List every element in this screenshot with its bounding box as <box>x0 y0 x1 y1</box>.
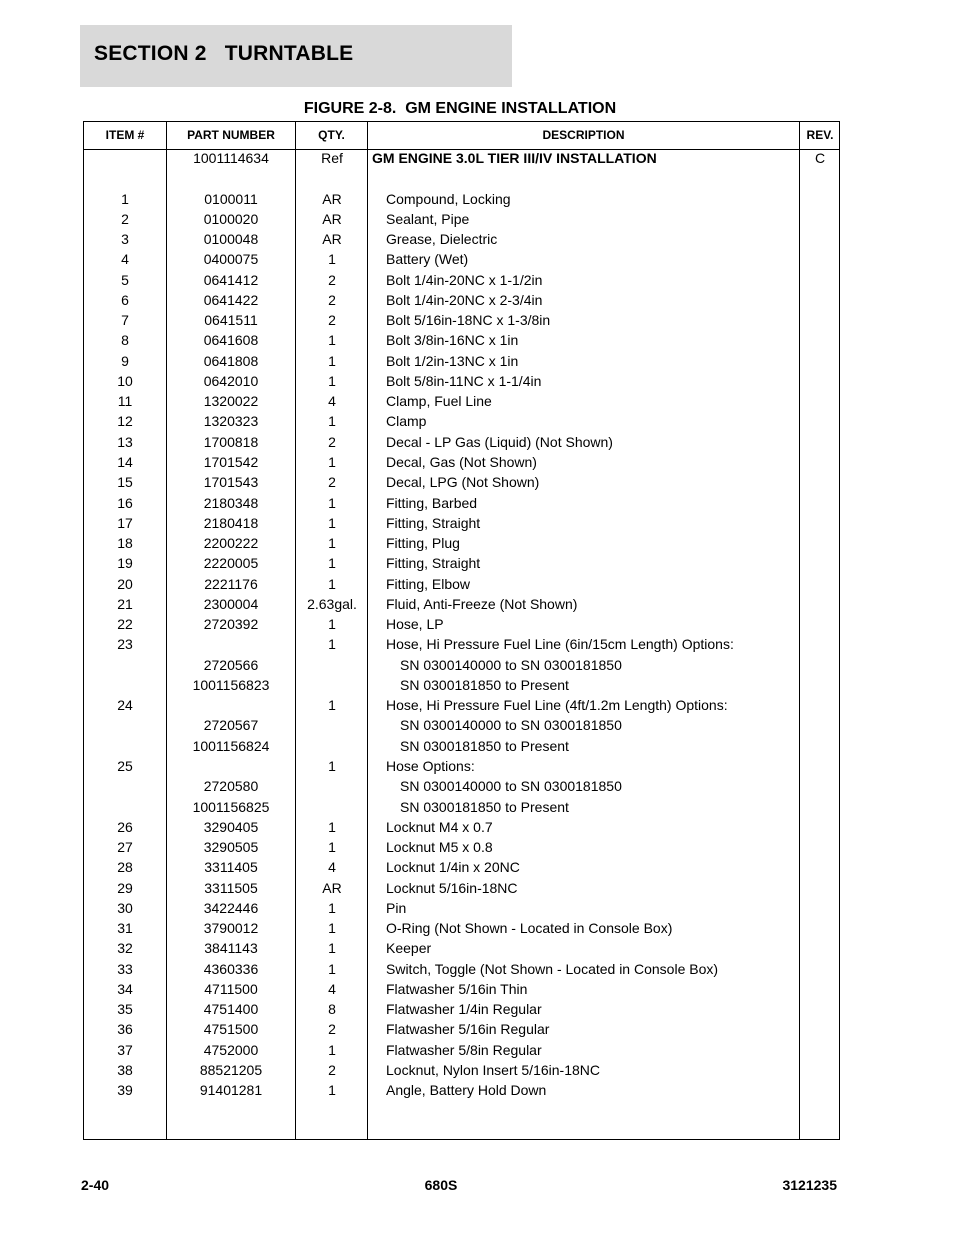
quantity: 2 <box>328 433 336 450</box>
description: SN 0300181850 to Present <box>400 798 569 815</box>
part-number: 0100020 <box>203 210 259 227</box>
part-number: 0100011 <box>204 190 258 207</box>
item-number: 19 <box>117 555 133 572</box>
item-number: 13 <box>117 433 133 450</box>
item-number: 38 <box>117 1061 133 1078</box>
quantity: 1 <box>328 1082 336 1099</box>
table-row <box>84 533 839 553</box>
table-row <box>84 229 839 249</box>
quantity: 1 <box>328 636 336 653</box>
part-number: 2200222 <box>203 535 259 552</box>
description: Fitting, Straight <box>386 514 481 531</box>
part-number: 0641808 <box>203 352 259 369</box>
item-number: 3 <box>121 231 129 248</box>
description: Bolt 1/4in-20NC x 2-3/4in <box>386 291 543 308</box>
part-number: 0100048 <box>203 231 259 248</box>
table-row <box>84 959 839 979</box>
part-number: 3311505 <box>204 879 258 896</box>
description: Clamp <box>386 413 427 430</box>
part-number: 3290405 <box>203 818 259 835</box>
section-title: SECTION 2 TURNTABLE <box>94 42 354 65</box>
table-row <box>84 655 839 675</box>
part-number: 1001156825 <box>192 798 270 815</box>
item-number: 11 <box>117 393 133 410</box>
quantity: 2 <box>328 474 336 491</box>
table-row <box>84 695 839 715</box>
item-number: 12 <box>117 413 133 430</box>
model-name: 680S <box>424 1177 458 1193</box>
quantity: 1 <box>328 757 336 774</box>
quantity: 1 <box>328 514 336 531</box>
part-number: 3290505 <box>203 839 259 856</box>
part-number: 0641412 <box>203 271 259 288</box>
description: SN 0300140000 to SN 0300181850 <box>400 656 622 673</box>
quantity: 1 <box>328 535 336 552</box>
description: Locknut, Nylon Insert 5/16in-18NC <box>386 1061 600 1078</box>
table-row <box>84 513 839 533</box>
quantity: 1 <box>328 697 336 714</box>
description: Flatwasher 1/4in Regular <box>386 1001 542 1018</box>
table-row <box>84 249 839 269</box>
item-number: 21 <box>117 595 133 612</box>
quantity: 1 <box>328 555 336 572</box>
parts-table <box>83 121 840 1140</box>
quantity: AR <box>322 231 342 248</box>
quantity: 2 <box>328 1021 336 1038</box>
description: Hose, Hi Pressure Fuel Line (4ft/1.2m Length) Options: <box>386 697 728 714</box>
description: Sealant, Pipe <box>386 210 470 227</box>
part-number: 4751500 <box>203 1021 259 1038</box>
table-row <box>84 736 839 756</box>
description: O-Ring (Not Shown - Located in Console Box) <box>386 920 673 937</box>
quantity: 1 <box>328 494 336 511</box>
item-number: 36 <box>117 1021 133 1038</box>
quantity: 1 <box>328 616 336 633</box>
header-part-number: PART NUMBER <box>187 128 275 142</box>
table-row <box>84 1060 839 1080</box>
table-row <box>84 918 839 938</box>
description: Hose Options: <box>386 757 475 774</box>
revision: C <box>814 150 826 166</box>
quantity: AR <box>322 210 342 227</box>
item-number: 4 <box>121 251 129 268</box>
description: Bolt 3/8in-16NC x 1in <box>386 332 519 349</box>
header-qty: QTY. <box>318 128 345 142</box>
table-row <box>84 756 839 776</box>
description: Bolt 1/2in-13NC x 1in <box>386 352 519 369</box>
quantity: 1 <box>328 413 336 430</box>
quantity: 1 <box>328 251 336 268</box>
table-row <box>84 391 839 411</box>
quantity: 1 <box>328 352 336 369</box>
header-rev: REV. <box>806 128 834 142</box>
part-number: 2720567 <box>203 717 259 734</box>
doc-number: 3121235 <box>782 1177 837 1193</box>
table-row <box>84 898 839 918</box>
table-row <box>84 1080 839 1100</box>
table-row <box>84 715 839 735</box>
description: Decal, LPG (Not Shown) <box>386 474 540 491</box>
description: Locknut 1/4in x 20NC <box>386 859 520 876</box>
quantity: 1 <box>328 818 336 835</box>
description: Fluid, Anti-Freeze (Not Shown) <box>386 595 578 612</box>
page-number: 2-40 <box>81 1177 110 1193</box>
item-number: 27 <box>117 839 133 856</box>
header-description: DESCRIPTION <box>542 128 625 142</box>
description: Locknut M5 x 0.8 <box>386 839 493 856</box>
part-number: 0641608 <box>203 332 259 349</box>
quantity: 2 <box>328 312 336 329</box>
table-row <box>84 574 839 594</box>
description: Fitting, Plug <box>386 535 460 552</box>
part-number: 1320022 <box>203 393 259 410</box>
table-row <box>84 411 839 431</box>
description: Hose, Hi Pressure Fuel Line (6in/15cm Length) Options: <box>386 636 734 653</box>
item-number: 22 <box>117 616 133 633</box>
item-number: 31 <box>117 920 133 937</box>
table-row <box>84 979 839 999</box>
item-number: 28 <box>117 859 133 876</box>
table-row <box>84 675 839 695</box>
quantity: 1 <box>328 940 336 957</box>
section-banner <box>80 25 512 87</box>
part-number: 88521205 <box>199 1061 263 1078</box>
table-row <box>84 432 839 452</box>
table-row <box>84 270 839 290</box>
description: Switch, Toggle (Not Shown - Located in Console Box) <box>386 960 719 977</box>
description: Pin <box>386 899 407 916</box>
description: Keeper <box>386 940 432 957</box>
quantity: AR <box>322 190 342 207</box>
table-row <box>84 878 839 898</box>
description: Flatwasher 5/16in Regular <box>386 1021 550 1038</box>
table-row <box>84 938 839 958</box>
part-number: 2720580 <box>203 778 259 795</box>
part-number: 2300004 <box>203 595 259 612</box>
quantity: 1 <box>328 575 336 592</box>
table-row <box>84 290 839 310</box>
part-number: 1701543 <box>203 474 259 491</box>
description: Fitting, Barbed <box>386 494 478 511</box>
description: Decal - LP Gas (Liquid) (Not Shown) <box>386 433 613 450</box>
description: Hose, LP <box>386 616 444 633</box>
item-number: 24 <box>117 697 133 714</box>
description: Fitting, Straight <box>386 555 481 572</box>
quantity: 1 <box>328 372 336 389</box>
part-number: 2221176 <box>204 575 258 592</box>
part-number: 2180418 <box>203 514 259 531</box>
table-row <box>84 1019 839 1039</box>
item-number: 2 <box>121 210 129 227</box>
part-number: 2220005 <box>203 555 259 572</box>
table-row <box>84 351 839 371</box>
table-row <box>84 837 839 857</box>
table-row <box>84 472 839 492</box>
item-number: 37 <box>117 1041 133 1058</box>
table-row <box>84 189 839 209</box>
part-number: 3790012 <box>203 920 259 937</box>
quantity: AR <box>322 879 342 896</box>
part-number: 4751400 <box>203 1001 259 1018</box>
description: Locknut 5/16in-18NC <box>386 879 518 896</box>
table-row <box>84 148 839 168</box>
quantity: 1 <box>328 1041 336 1058</box>
table-row <box>84 452 839 472</box>
table-row <box>84 797 839 817</box>
item-number: 14 <box>117 453 133 470</box>
table-row <box>84 999 839 1019</box>
description: Flatwasher 5/8in Regular <box>386 1041 542 1058</box>
item-number: 33 <box>117 960 133 977</box>
table-row <box>84 330 839 350</box>
item-number: 17 <box>117 514 133 531</box>
figure-title: FIGURE 2-8. GM ENGINE INSTALLATION <box>303 100 617 117</box>
item-number: 30 <box>117 899 133 916</box>
quantity: 1 <box>328 839 336 856</box>
description: Fitting, Elbow <box>386 575 471 592</box>
part-number: 1001156823 <box>192 676 270 693</box>
quantity: Ref <box>321 150 343 166</box>
table-row <box>84 371 839 391</box>
description: Locknut M4 x 0.7 <box>386 818 493 835</box>
description: Battery (Wet) <box>386 251 469 268</box>
description: Decal, Gas (Not Shown) <box>386 453 537 470</box>
quantity: 4 <box>328 393 336 410</box>
item-number: 34 <box>117 980 133 997</box>
item-number: 29 <box>117 879 133 896</box>
description: Bolt 5/16in-18NC x 1-3/8in <box>386 312 551 329</box>
part-number: 0641511 <box>204 312 258 329</box>
quantity: 1 <box>328 453 336 470</box>
item-number: 26 <box>117 818 133 835</box>
table-row <box>84 634 839 654</box>
table-row <box>84 493 839 513</box>
description: SN 0300181850 to Present <box>400 737 569 754</box>
part-number: 2180348 <box>203 494 259 511</box>
description: Compound, Locking <box>386 190 511 207</box>
table-row <box>84 168 839 188</box>
part-number: 1700818 <box>203 433 259 450</box>
item-number: 18 <box>117 535 133 552</box>
description: SN 0300181850 to Present <box>400 676 569 693</box>
part-number: 1001156824 <box>192 737 270 754</box>
part-number: 4711500 <box>204 980 258 997</box>
table-body <box>84 148 839 1100</box>
item-number: 9 <box>121 352 129 369</box>
table-row <box>84 594 839 614</box>
part-number: 1701542 <box>203 453 259 470</box>
quantity: 2 <box>328 271 336 288</box>
part-number: 1001114634 <box>193 150 269 166</box>
table-row <box>84 553 839 573</box>
description: Bolt 5/8in-11NC x 1-1/4in <box>386 372 542 389</box>
item-number: 35 <box>117 1001 133 1018</box>
quantity: 8 <box>328 1001 336 1018</box>
quantity: 1 <box>328 960 336 977</box>
item-number: 10 <box>117 372 133 389</box>
item-number: 39 <box>117 1082 133 1099</box>
item-number: 16 <box>117 494 133 511</box>
quantity: 1 <box>328 920 336 937</box>
quantity: 2.63gal. <box>307 595 357 612</box>
part-number: 0642010 <box>203 372 259 389</box>
quantity: 4 <box>328 859 336 876</box>
item-number: 5 <box>121 271 129 288</box>
table-row <box>84 310 839 330</box>
header-item: ITEM # <box>105 128 145 142</box>
item-number: 6 <box>121 291 129 308</box>
item-number: 8 <box>121 332 129 349</box>
description: Grease, Dielectric <box>386 231 498 248</box>
part-number: 4360336 <box>203 960 259 977</box>
item-number: 7 <box>121 312 129 329</box>
description: Clamp, Fuel Line <box>386 393 492 410</box>
quantity: 4 <box>328 980 336 997</box>
description: SN 0300140000 to SN 0300181850 <box>400 778 622 795</box>
item-number: 25 <box>117 757 133 774</box>
description: SN 0300140000 to SN 0300181850 <box>400 717 622 734</box>
quantity: 1 <box>328 332 336 349</box>
description: Bolt 1/4in-20NC x 1-1/2in <box>386 271 543 288</box>
table-row <box>84 614 839 634</box>
description: Angle, Battery Hold Down <box>386 1082 547 1099</box>
quantity: 2 <box>328 1061 336 1078</box>
quantity: 1 <box>328 899 336 916</box>
table-row <box>84 1040 839 1060</box>
item-number: 1 <box>121 190 129 207</box>
part-number: 0641422 <box>203 291 259 308</box>
description: Flatwasher 5/16in Thin <box>386 980 528 997</box>
description: GM ENGINE 3.0L TIER III/IV INSTALLATION <box>372 150 657 166</box>
table-row <box>84 776 839 796</box>
item-number: 23 <box>117 636 133 653</box>
part-number: 3311405 <box>204 859 258 876</box>
part-number: 91401281 <box>199 1082 263 1099</box>
part-number: 3841143 <box>204 940 258 957</box>
part-number: 3422446 <box>203 899 259 916</box>
item-number: 32 <box>117 940 133 957</box>
table-row <box>84 209 839 229</box>
part-number: 2720392 <box>203 616 259 633</box>
part-number: 2720566 <box>203 656 259 673</box>
part-number: 1320323 <box>203 413 259 430</box>
item-number: 15 <box>117 474 133 491</box>
part-number: 4752000 <box>203 1041 259 1058</box>
table-row <box>84 857 839 877</box>
item-number: 20 <box>117 575 133 592</box>
quantity: 2 <box>328 291 336 308</box>
table-row <box>84 817 839 837</box>
part-number: 0400075 <box>203 251 259 268</box>
